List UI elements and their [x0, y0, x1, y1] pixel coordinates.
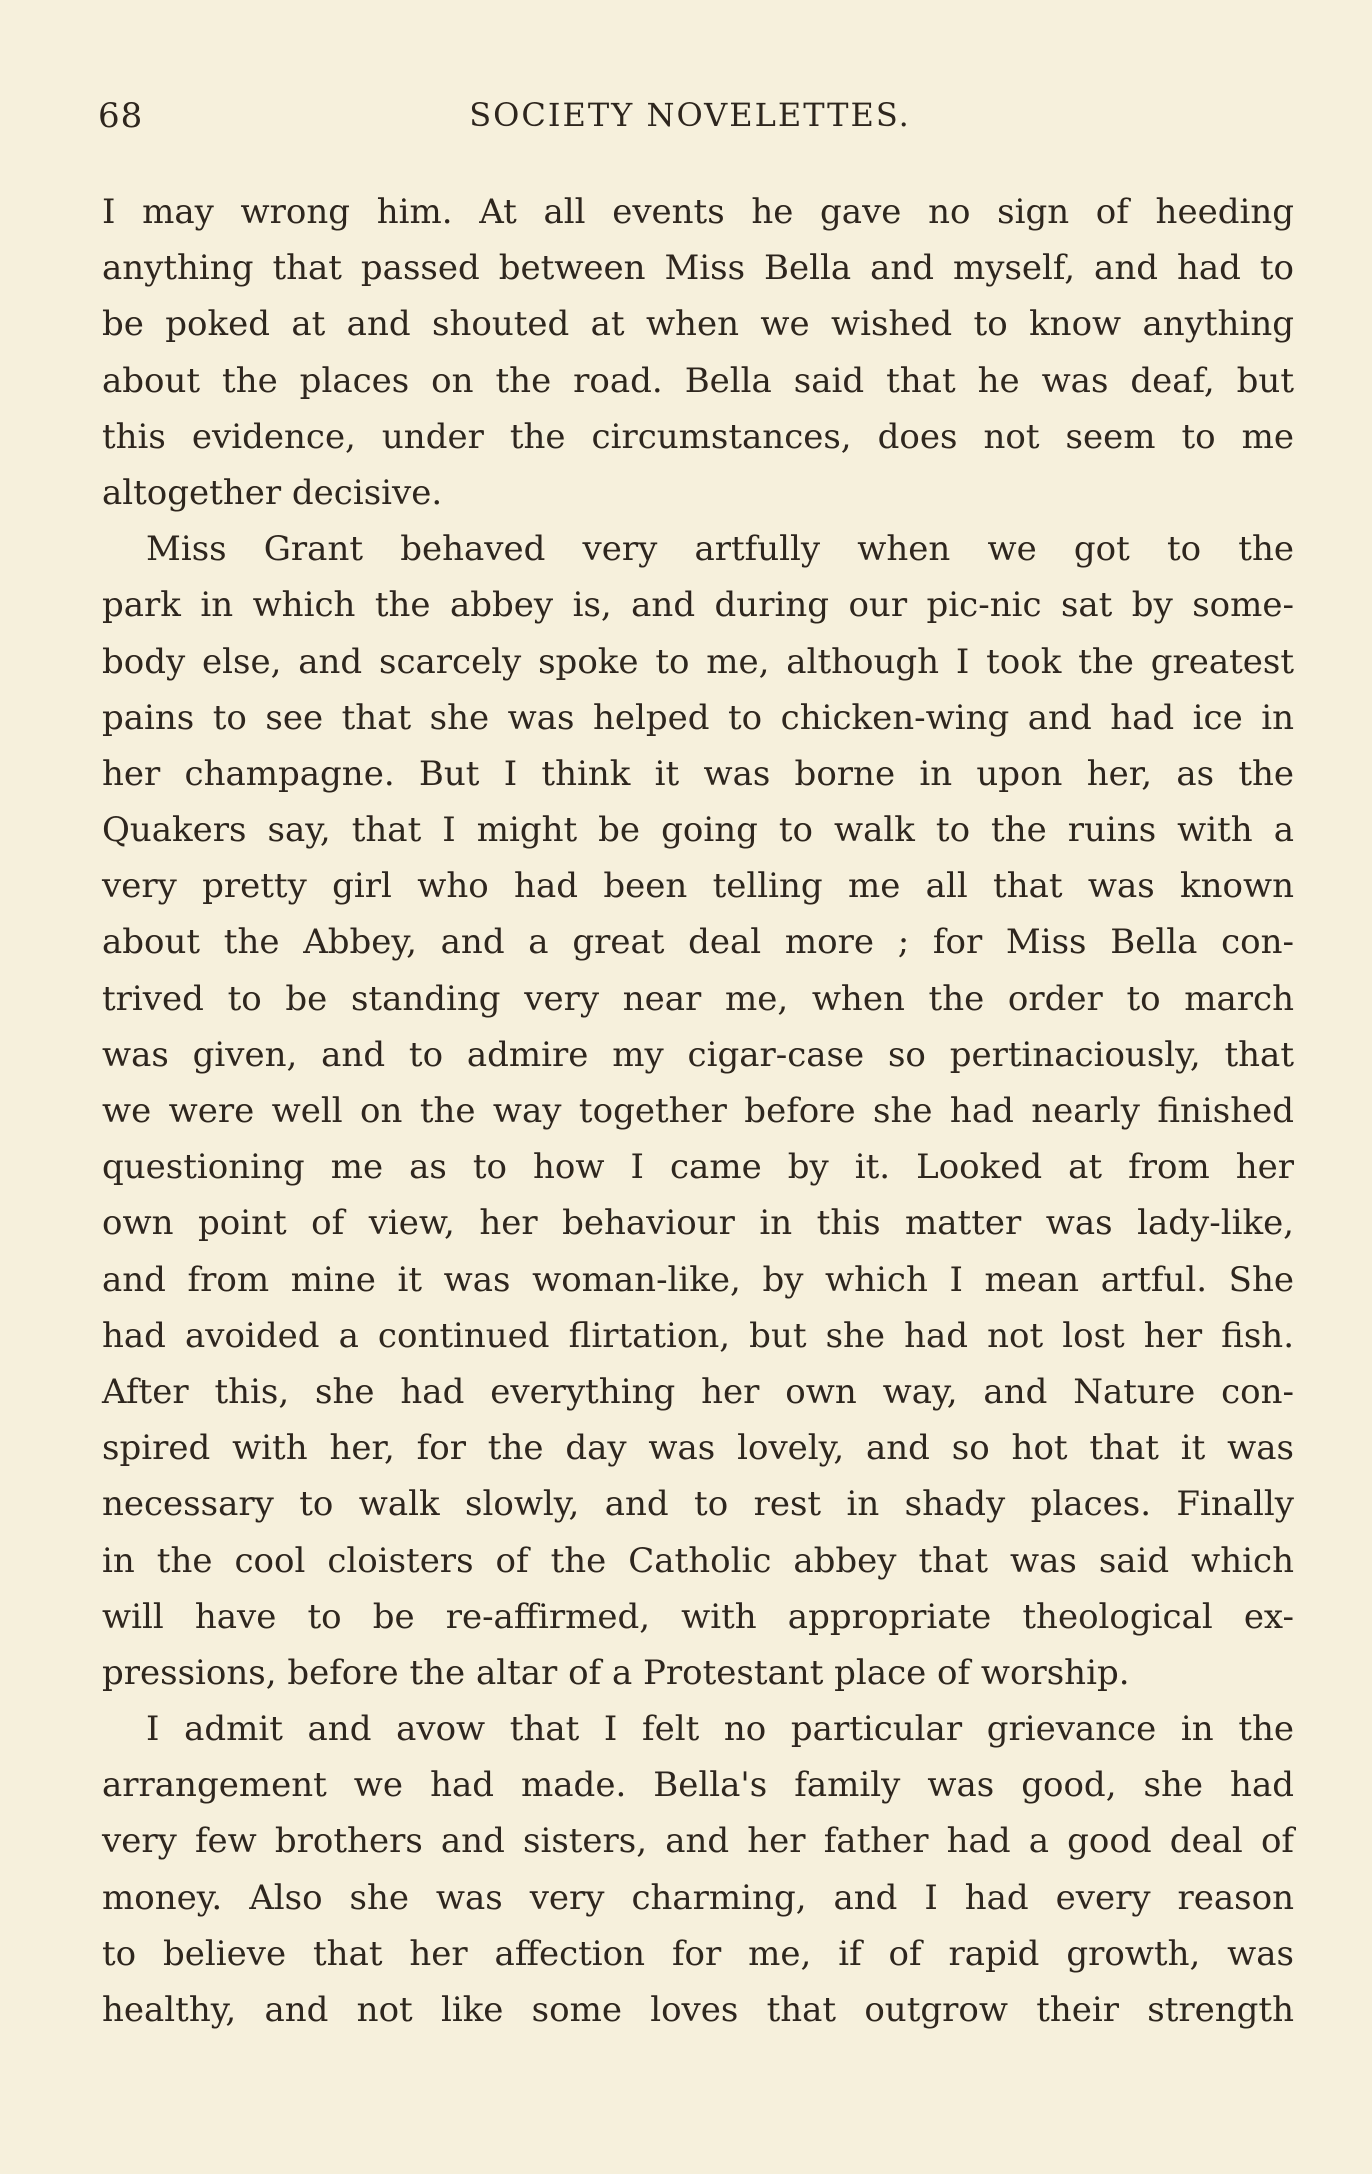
text-line: in the cool cloisters of the Catholic abbey that was said which: [102, 1540, 1294, 1581]
text-line: and from mine it was woman-like, by which I mean artful. She: [102, 1259, 1294, 1300]
running-head: SOCIETY NOVELETTES.: [469, 96, 911, 134]
text-line: about the places on the road. Bella said that he was deaf, but: [102, 360, 1294, 401]
text-line: I admit and avow that I felt no particular grievance in the: [146, 1709, 1294, 1750]
text-line: park in which the abbey is, and during our pic-nic sat by some-: [102, 585, 1294, 626]
body-text: [102, 184, 1294, 2038]
text-line: this evidence, under the circumstances, does not seem to me: [102, 416, 1294, 457]
text-line: money. Also she was very charming, and I had every reason: [102, 1877, 1294, 1918]
text-line: very pretty girl who had been telling me all that was known: [102, 866, 1294, 907]
text-line: healthy, and not like some loves that outgrow their strength: [102, 1990, 1294, 2030]
text-line: pressions, before the altar of a Protestant place of worship.: [102, 1652, 1130, 1693]
text-line: to believe that her affection for me, if of rapid growth, was: [102, 1933, 1294, 1974]
page-header: [98, 96, 1282, 146]
text-line: was given, and to admire my cigar-case so pertinaciously, that: [102, 1034, 1294, 1075]
text-line: body else, and scarcely spoke to me, although I took the greatest: [102, 641, 1294, 682]
text-line: we were well on the way together before she had nearly finished: [102, 1091, 1294, 1131]
text-line: very few brothers and sisters, and her father had a good deal of: [102, 1821, 1294, 1862]
text-line: anything that passed between Miss Bella and myself, and had to: [102, 248, 1294, 289]
page-number: 68: [98, 96, 144, 136]
text-line: After this, she had everything her own way, and Nature con-: [102, 1371, 1294, 1412]
text-line: her champagne. But I think it was borne in upon her, as the: [102, 753, 1294, 794]
text-line: questioning me as to how I came by it. Looked at from her: [102, 1147, 1294, 1188]
text-line: own point of view, her behaviour in this matter was lady-like,: [102, 1203, 1294, 1244]
text-line: Miss Grant behaved very artfully when we got to the: [146, 529, 1294, 570]
text-line: had avoided a continued flirtation, but she had not lost her fish.: [102, 1315, 1294, 1356]
text-line: I may wrong him. At all events he gave no sign of heeding: [102, 192, 1294, 232]
text-line: will have to be re-affirmed, with appropriate theological ex-: [102, 1596, 1294, 1637]
text-line: about the Abbey, and a great deal more ; for Miss Bella con-: [102, 922, 1294, 963]
text-line: be poked at and shouted at when we wished to know anything: [102, 304, 1294, 345]
text-line: pains to see that she was helped to chicken-wing and had ice in: [102, 697, 1294, 738]
text-line: spired with her, for the day was lovely, and so hot that it was: [102, 1428, 1294, 1469]
text-line: trived to be standing very near me, when the order to march: [102, 978, 1294, 1019]
text-line: Quakers say, that I might be going to walk to the ruins with a: [102, 810, 1294, 851]
text-line: altogether decisive.: [102, 472, 443, 513]
text-line: necessary to walk slowly, and to rest in shady places. Finally: [102, 1484, 1294, 1525]
text-line: arrangement we had made. Bella's family was good, she had: [102, 1765, 1294, 1806]
